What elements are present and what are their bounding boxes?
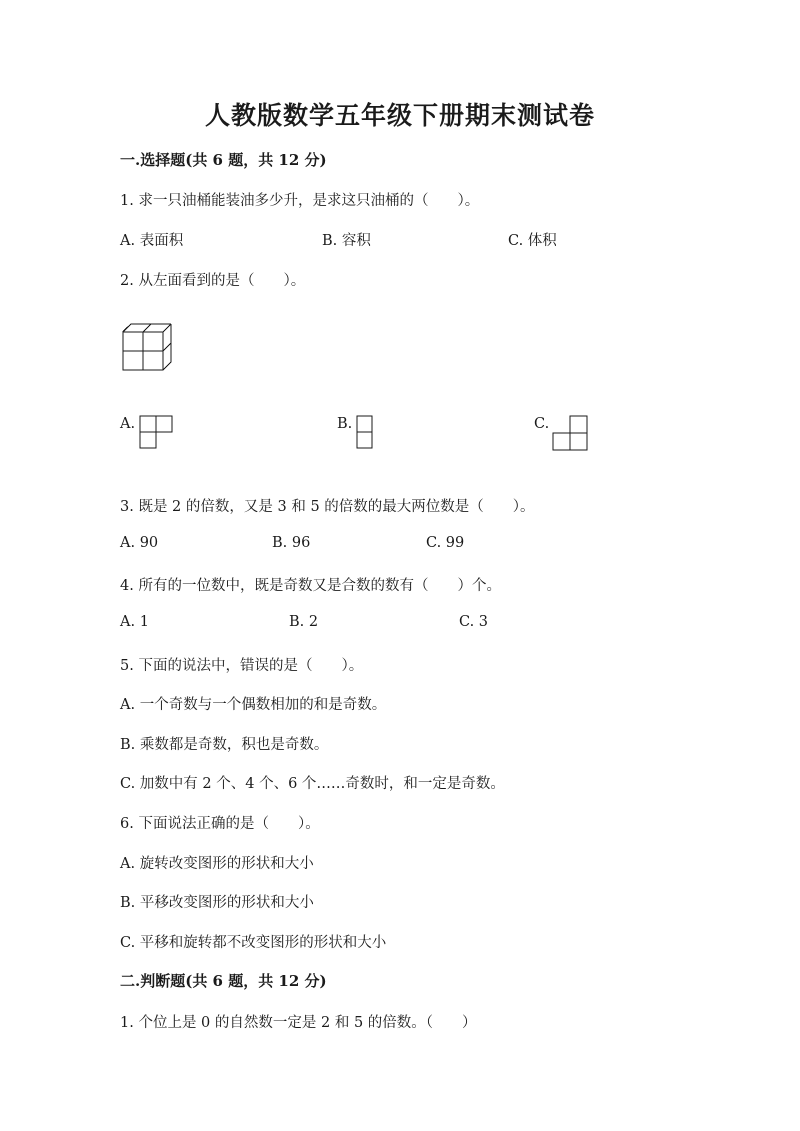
section-heading-judgement: 二.判断题(共 6 题，共 12 分)	[120, 972, 327, 990]
q4-option-c[interactable]: C. 3	[459, 614, 489, 630]
q4-option-b[interactable]: B. 2	[289, 614, 319, 630]
q2-option-a[interactable]: A.	[120, 416, 136, 432]
q3-option-c[interactable]: C. 99	[426, 535, 465, 551]
q2-option-c[interactable]: C.	[534, 416, 550, 432]
question-3: 3. 既是 2 的倍数，又是 3 和 5 的倍数的最大两位数是（ ）。	[120, 499, 535, 515]
section-heading-choice: 一.选择题(共 6 题，共 12 分)	[120, 151, 327, 169]
question-4: 4. 所有的一位数中，既是奇数又是合数的数有（ ）个。	[120, 578, 501, 594]
judgement-1: 1. 个位上是 0 的自然数一定是 2 和 5 的倍数。（ ）	[120, 1015, 477, 1031]
q2-option-c-figure	[551, 414, 591, 452]
question-6: 6. 下面说法正确的是（ ）。	[120, 816, 320, 832]
q3-option-b[interactable]: B. 96	[272, 535, 311, 551]
q6-option-b[interactable]: B. 平移改变图形的形状和大小	[120, 895, 314, 911]
q2-option-b[interactable]: B.	[337, 416, 353, 432]
question-1: 1. 求一只油桶能装油多少升，是求这只油桶的（ ）。	[120, 193, 480, 209]
q5-option-c[interactable]: C. 加数中有 2 个、4 个、6 个……奇数时，和一定是奇数。	[120, 776, 505, 792]
q4-option-a[interactable]: A. 1	[120, 614, 149, 630]
question-5: 5. 下面的说法中，错误的是（ ）。	[120, 658, 364, 674]
q5-option-a[interactable]: A. 一个奇数与一个偶数相加的和是奇数。	[120, 697, 387, 713]
q3-option-a[interactable]: A. 90	[120, 535, 159, 551]
q2-option-b-figure	[354, 414, 376, 452]
q1-option-b[interactable]: B. 容积	[322, 233, 371, 249]
q5-option-b[interactable]: B. 乘数都是奇数，积也是奇数。	[120, 737, 329, 753]
q6-option-c[interactable]: C. 平移和旋转都不改变图形的形状和大小	[120, 935, 387, 951]
question-2: 2. 从左面看到的是（ ）。	[120, 273, 306, 289]
page-title: 人教版数学五年级下册期末测试卷	[204, 101, 595, 130]
q1-option-c[interactable]: C. 体积	[508, 233, 557, 249]
q2-option-a-figure	[138, 414, 176, 452]
q6-option-a[interactable]: A. 旋转改变图形的形状和大小	[120, 856, 314, 872]
cube-solid-figure	[119, 320, 173, 374]
q1-option-a[interactable]: A. 表面积	[120, 233, 184, 249]
